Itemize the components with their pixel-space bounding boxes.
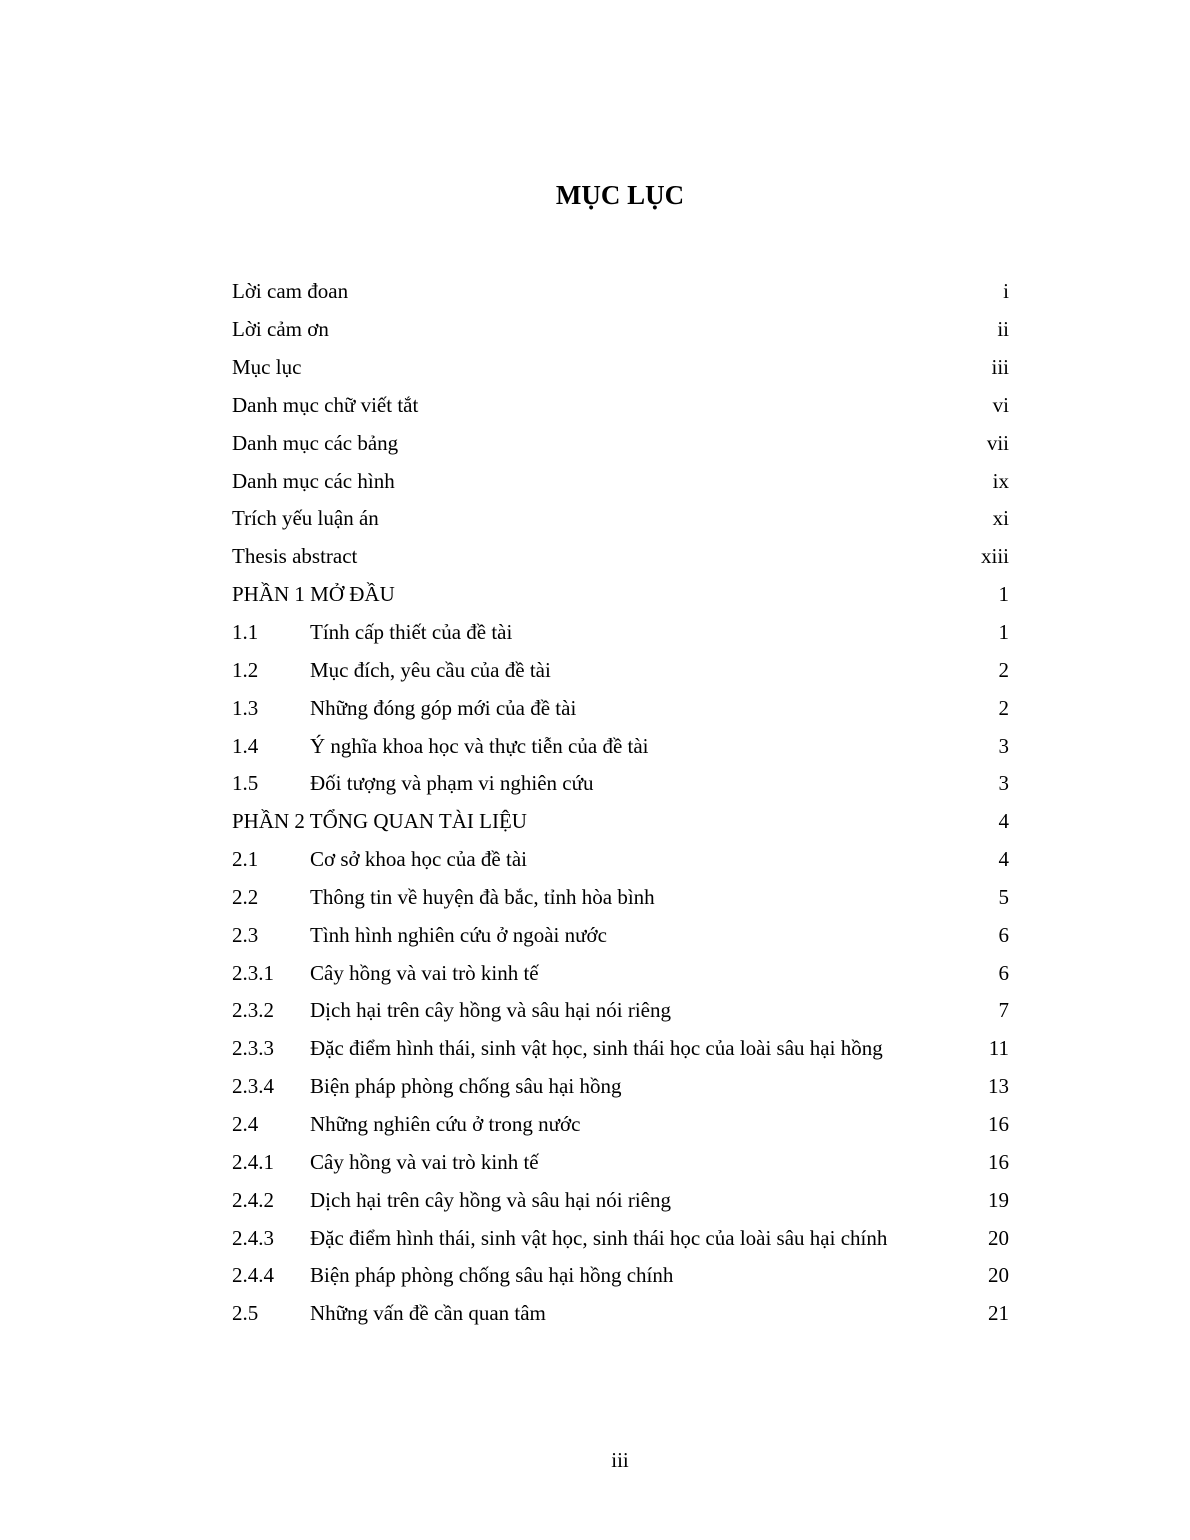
toc-entry-title: PHẦN 2 TỔNG QUAN TÀI LIỆU <box>232 809 527 834</box>
toc-entry <box>232 1030 1009 1068</box>
toc-entry-page: 13 <box>988 1074 1009 1099</box>
toc-entry-number: 2.4.2 <box>232 1187 274 1212</box>
toc-entry-page: vii <box>986 430 1009 455</box>
toc-entry-title: PHẦN 1 MỞ ĐẦU <box>232 582 395 607</box>
toc-entry-number: 2.4.1 <box>232 1149 274 1174</box>
toc-entry-title: Tính cấp thiết của đề tài <box>310 620 513 645</box>
toc-entry-title: Lời cam đoan <box>232 279 349 304</box>
toc-entry-page: 6 <box>998 922 1009 947</box>
toc-entry-page: 3 <box>998 771 1009 796</box>
toc-entry-title: Danh mục chữ viết tắt <box>232 392 419 417</box>
toc-entry-number: 2.2 <box>232 884 259 909</box>
toc-entry-page: 21 <box>988 1301 1009 1326</box>
toc-entry-page: 20 <box>988 1263 1009 1288</box>
toc-entry-number: 1.1 <box>232 620 259 645</box>
toc-entry <box>232 992 1009 1030</box>
toc-entry-page: xi <box>992 506 1009 531</box>
toc-entry-title: Mục lục <box>232 355 302 380</box>
toc-entry-number: 2.3.2 <box>232 998 274 1023</box>
toc-entry-title: Ý nghĩa khoa học và thực tiễn của đề tài <box>310 733 649 758</box>
toc-entry <box>232 273 1009 311</box>
toc-entry <box>232 462 1009 500</box>
toc-entry <box>232 1295 1009 1333</box>
toc-entry <box>232 349 1009 387</box>
toc-entry-title: Đối tượng và phạm vi nghiên cứu <box>310 771 594 796</box>
toc-entry-number: 1.4 <box>232 733 259 758</box>
toc-entry-number: 1.5 <box>232 771 259 796</box>
toc-entry-title: Dịch hại trên cây hồng và sâu hại nói riêng <box>310 1187 671 1212</box>
toc-entry <box>232 727 1009 765</box>
toc-entry <box>232 765 1009 803</box>
toc-entry-number: 1.3 <box>232 695 259 720</box>
toc-entry-title: Dịch hại trên cây hồng và sâu hại nói riêng <box>310 998 671 1023</box>
toc-entry-title: Biện pháp phòng chống sâu hại hồng chính <box>310 1263 674 1288</box>
toc-entry-page: 1 <box>998 582 1009 607</box>
toc-entry-page: ix <box>992 468 1009 493</box>
toc-entry <box>232 954 1009 992</box>
toc-entry-number: 2.3.3 <box>232 1036 274 1061</box>
toc-entry <box>232 614 1009 652</box>
toc-entry <box>232 1219 1009 1257</box>
toc-entry-page: 2 <box>998 695 1009 720</box>
toc-entry-title: Đặc điểm hình thái, sinh vật học, sinh thái học của loài sâu hại chính <box>310 1225 888 1250</box>
toc-entry <box>232 689 1009 727</box>
toc-entry-title: Cơ sở khoa học của đề tài <box>310 847 527 872</box>
toc-entry-page: 4 <box>998 847 1009 872</box>
toc-entry <box>232 1181 1009 1219</box>
toc-entry-number: 2.4 <box>232 1111 259 1136</box>
toc-entry-page: 6 <box>998 960 1009 985</box>
toc-entry-page: ii <box>997 317 1009 342</box>
toc-entry-page: 16 <box>988 1111 1009 1136</box>
toc-entry-title: Những đóng góp mới của đề tài <box>310 695 577 720</box>
table-of-contents <box>232 273 1009 1333</box>
toc-entry-title: Mục đích, yêu cầu của đề tài <box>310 657 551 682</box>
toc-entry-page: 1 <box>998 620 1009 645</box>
toc-entry-number: 2.3.1 <box>232 960 274 985</box>
toc-entry-number: 2.3 <box>232 922 259 947</box>
toc-entry-number: 2.3.4 <box>232 1074 274 1099</box>
toc-entry-title: Danh mục các bảng <box>232 430 399 455</box>
toc-entry-page: 5 <box>998 884 1009 909</box>
toc-entry-title: Những nghiên cứu ở trong nước <box>310 1111 581 1136</box>
toc-entry-title: Danh mục các hình <box>232 468 395 493</box>
toc-entry-page: 11 <box>988 1036 1009 1061</box>
toc-entry <box>232 1106 1009 1144</box>
toc-entry <box>232 1068 1009 1106</box>
toc-entry <box>232 538 1009 576</box>
toc-entry-page: 19 <box>988 1187 1009 1212</box>
page-number: iii <box>611 1448 629 1472</box>
toc-entry <box>232 1257 1009 1295</box>
toc-entry <box>232 500 1009 538</box>
page-title: MỤC LỤC <box>555 180 685 210</box>
toc-entry <box>232 916 1009 954</box>
toc-entry-title: Trích yếu luận án <box>232 506 379 531</box>
toc-entry <box>232 841 1009 879</box>
toc-entry-number: 2.4.4 <box>232 1263 274 1288</box>
toc-entry-title: Thông tin về huyện đà bắc, tỉnh hòa bình <box>310 884 655 909</box>
toc-entry-page: vi <box>992 392 1009 417</box>
toc-entry-page: iii <box>991 355 1009 380</box>
toc-entry <box>232 387 1009 425</box>
toc-entry-page: 4 <box>998 809 1009 834</box>
toc-entry-title: Biện pháp phòng chống sâu hại hồng <box>310 1074 622 1099</box>
toc-entry-number: 2.1 <box>232 847 259 872</box>
toc-entry <box>232 424 1009 462</box>
toc-entry <box>232 311 1009 349</box>
toc-entry-page: xiii <box>980 544 1009 569</box>
toc-entry-page: 2 <box>998 657 1009 682</box>
toc-entry <box>232 1143 1009 1181</box>
toc-entry-title: Những vấn đề cần quan tâm <box>310 1301 546 1326</box>
toc-entry-page: 7 <box>998 998 1009 1023</box>
toc-entry-title: Cây hồng và vai trò kinh tế <box>310 960 539 985</box>
toc-entry-page: 16 <box>988 1149 1009 1174</box>
toc-entry-title: Tình hình nghiên cứu ở ngoài nước <box>310 922 607 947</box>
toc-entry-page: 3 <box>998 733 1009 758</box>
toc-entry-title: Lời cảm ơn <box>232 317 329 342</box>
toc-entry-number: 1.2 <box>232 657 259 682</box>
toc-entry-title: Đặc điểm hình thái, sinh vật học, sinh thái học của loài sâu hại hồng <box>310 1036 883 1061</box>
toc-entry <box>232 879 1009 917</box>
toc-entry-number: 2.5 <box>232 1301 259 1326</box>
toc-entry <box>232 576 1009 614</box>
toc-entry <box>232 803 1009 841</box>
toc-entry <box>232 651 1009 689</box>
toc-entry-page: i <box>1003 279 1009 304</box>
toc-entry-title: Thesis abstract <box>232 544 358 569</box>
toc-entry-title: Cây hồng và vai trò kinh tế <box>310 1149 539 1174</box>
toc-entry-number: 2.4.3 <box>232 1225 274 1250</box>
toc-entry-page: 20 <box>988 1225 1009 1250</box>
